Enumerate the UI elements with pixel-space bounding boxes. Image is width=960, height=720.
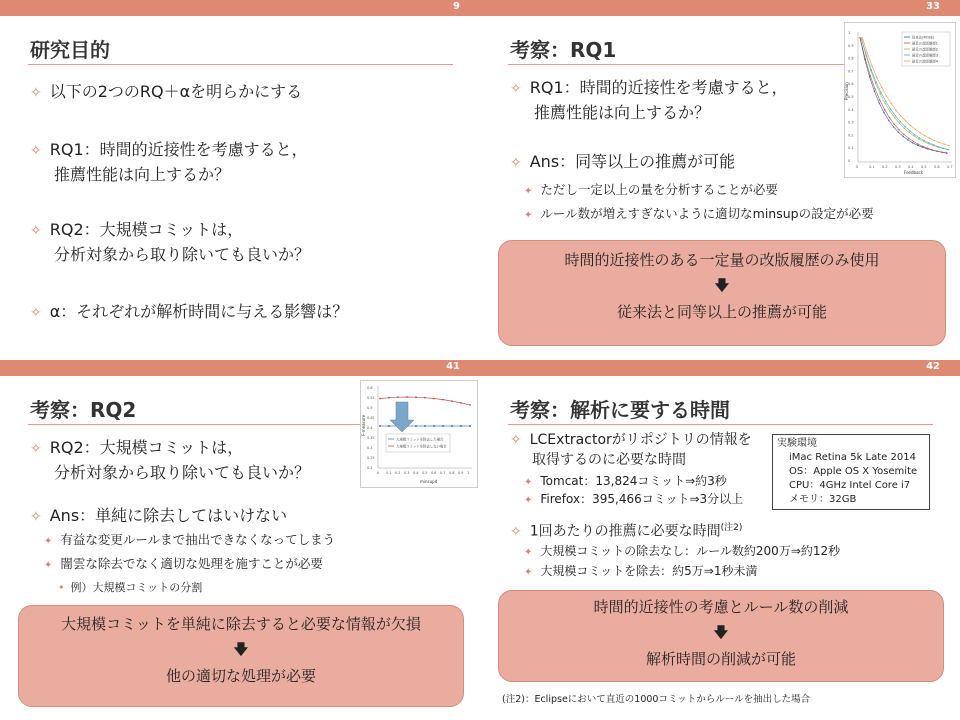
- sub-bullet-icon: ✦: [524, 477, 533, 488]
- bullet: ✧ 以下の2つのRQ＋αを明らかにする: [30, 82, 303, 101]
- sub-bullet: ✦ 大規模コミットの除去なし：ルール数約200万⇒約12秒: [524, 544, 841, 558]
- bullet: ✧ Ans：単純に除去してはいけない: [30, 506, 288, 525]
- sub-bullet: ✦ 有益な変更ルールまで抽出できなくなってしまう: [44, 532, 336, 547]
- sub-bullet-icon: ✦: [524, 567, 533, 578]
- y-tick-label: 0.55: [367, 396, 375, 400]
- sub-bullet: ✦ 闇雲な除去でなく適切な処理を施すことが必要: [44, 556, 323, 571]
- x-tick-label: 0.4: [413, 471, 419, 475]
- down-arrow-icon: 🡇: [233, 642, 249, 658]
- slide-header-bar: [0, 360, 480, 376]
- x-tick-label: 0.2: [395, 471, 401, 475]
- down-arrow-icon: 🡇: [714, 278, 730, 294]
- title-underline: [508, 424, 933, 425]
- page-number: 42: [926, 361, 940, 372]
- dot-bullet-icon: •: [58, 581, 65, 594]
- bullet: ✧ α：それぞれが解析時間に与える影響は？: [30, 302, 349, 321]
- x-tick-label: 0.5: [422, 471, 428, 475]
- legend-label: 従来法(ROSE): [912, 35, 935, 40]
- bullet: ✧ RQ2：大規模コミットは， 分析対象から取り除いても良いか？: [30, 438, 311, 482]
- bullet-icon: ✧: [30, 509, 42, 525]
- legend-label: 大規模コミットを除去しない場合: [396, 444, 447, 449]
- x-tick-label: 0.1: [386, 471, 392, 475]
- x-tick-label: 0.5: [921, 165, 927, 169]
- sub-bullet-icon: ✦: [524, 210, 533, 221]
- y-axis-label: Precision: [844, 82, 849, 100]
- slide-42: [480, 360, 960, 720]
- sub-bullet: ✦ Tomcat：13,824コミット⇒約3秒: [524, 474, 727, 488]
- x-tick-label: 0.1: [869, 165, 875, 169]
- x-tick-label: 1: [467, 471, 470, 475]
- y-tick-label: 1: [848, 31, 851, 35]
- slide-41: [0, 360, 480, 720]
- slide-33: [480, 0, 960, 360]
- y-tick-label: 0.7: [848, 69, 854, 74]
- down-arrow-icon: 🡇: [713, 625, 729, 641]
- y-tick-label: 0.6: [367, 386, 373, 390]
- legend-label: 大規模コミットを除去した場合: [396, 437, 444, 442]
- title-underline: [508, 64, 848, 65]
- slide-title: 考察：RQ2: [30, 398, 137, 422]
- x-tick-label: 0.9: [458, 471, 464, 475]
- x-tick-label: 0.6: [431, 471, 437, 475]
- y-tick-label: 0.3: [367, 446, 373, 450]
- sub-bullet: ✦ Firefox：395,466コミット⇒3分以上: [524, 492, 744, 506]
- legend-label: 最近の改版履歴1: [912, 41, 938, 46]
- title-underline: [28, 64, 453, 65]
- x-tick-label: 0.6: [934, 165, 940, 169]
- sub-bullet-icon: ✦: [524, 495, 533, 506]
- conclusion-box: 大規模コミットを単純に除去すると必要な情報が欠損 🡇 他の適切な処理が必要: [18, 605, 464, 707]
- y-tick-label: 0.6: [848, 82, 854, 87]
- x-tick-label: 0.7: [440, 471, 446, 475]
- y-tick-label: 0.35: [367, 436, 375, 440]
- x-tick-label: 0.3: [895, 165, 901, 169]
- sub-bullet: ✦ ただし一定以上の量を分析することが必要: [524, 182, 778, 197]
- y-tick-label: 0.3: [848, 120, 854, 125]
- bullet: ✧ 1回あたりの推薦に必要な時間$^{(注2)}$: [510, 523, 743, 540]
- y-tick-label: 0.5: [848, 95, 854, 99]
- slide-title: 考察：RQ1: [510, 38, 617, 62]
- legend-label: 最近の改版履歴2: [912, 47, 938, 52]
- y-axis-label: F-measure: [361, 414, 366, 436]
- x-tick-label: 0.4: [908, 165, 914, 169]
- sub-bullet-icon: ✦: [524, 186, 533, 197]
- bullet-icon: ✧: [510, 523, 522, 540]
- slide-9: [0, 0, 480, 360]
- bullet: ✧ RQ1：時間的近接性を考慮すると， 推薦性能は向上するか？: [30, 140, 308, 184]
- sub-bullet: ✦ ルール数が増えすぎないように適切なminsupの設定が必要: [524, 206, 874, 221]
- bullet-icon: ✧: [30, 85, 42, 101]
- slide-header-bar: [0, 0, 480, 16]
- bullet: ✧ RQ2：大規模コミットは， 分析対象から取り除いても良いか？: [30, 220, 311, 264]
- x-axis-label: Feedback: [904, 170, 924, 175]
- x-tick-label: 0.2: [882, 165, 888, 169]
- y-tick-label: 0.9: [848, 43, 854, 48]
- y-tick-label: 0.2: [848, 133, 854, 138]
- y-tick-label: 0.5: [367, 406, 373, 410]
- slide-title: 研究目的: [30, 38, 110, 62]
- y-tick-label: 0: [848, 159, 851, 163]
- bullet-icon: ✧: [510, 432, 522, 448]
- sub-bullet-icon: ✦: [524, 547, 533, 558]
- x-tick-label: 0: [377, 471, 380, 475]
- y-tick-label: 0.2: [367, 466, 373, 470]
- y-tick-label: 0.25: [367, 456, 375, 460]
- y-tick-label: 0.8: [848, 56, 854, 61]
- y-tick-label: 0.45: [367, 416, 375, 420]
- x-tick-label: 0.8: [449, 471, 455, 475]
- experiment-environment-box: 実験環境 iMac Retina 5k Late 2014 OS：Apple OS X Yosemite CPU：4GHz Intel Core i7 メモリ：32GB: [772, 434, 930, 510]
- slide-title: 考察：解析に要する時間: [510, 398, 730, 422]
- y-tick-label: 0.1: [848, 146, 854, 151]
- bullet-icon: ✧: [30, 305, 42, 321]
- title-underline: [28, 424, 363, 425]
- fmeasure-minsupd-chart: [360, 380, 478, 488]
- bullet-icon: ✧: [510, 81, 522, 97]
- page-number: 9: [453, 1, 460, 12]
- x-tick-label: 0.3: [404, 471, 410, 475]
- page-number: 33: [926, 1, 940, 12]
- y-tick-label: 0.4: [367, 426, 373, 430]
- bullet-icon: ✧: [30, 143, 42, 159]
- slide-header-bar: [480, 360, 960, 376]
- legend-label: 最近の改版履歴3: [912, 53, 938, 58]
- conclusion-box: 時間的近接性のある一定量の改版履歴のみ使用 🡇 従来法と同等以上の推薦が可能: [498, 240, 946, 346]
- x-tick-label: 0: [856, 165, 859, 169]
- footnote: (注2)：Eclipseにおいて直近の1000コミットからルールを抽出した場合: [502, 694, 811, 705]
- conclusion-box: 時間的近接性の考慮とルール数の削減 🡇 解析時間の削減が可能: [498, 590, 944, 682]
- sub-bullet-icon: ✦: [44, 536, 53, 547]
- x-axis-label: minsupd: [420, 479, 438, 484]
- bullet-icon: ✧: [30, 223, 42, 239]
- bullet-icon: ✧: [30, 441, 42, 457]
- bullet-icon: ✧: [510, 155, 522, 171]
- legend-label: 最近の改版履歴4: [912, 59, 938, 64]
- bullet: ✧ RQ1：時間的近接性を考慮すると， 推薦性能は向上するか？: [510, 78, 788, 122]
- sub-bullet: ✦ 大規模コミットを除去：約5万⇒1秒未満: [524, 564, 758, 578]
- bullet: ✧ Ans：同等以上の推薦が可能: [510, 152, 736, 171]
- page-number: 41: [446, 361, 460, 372]
- sub-sub-bullet: • 例）大規模コミットの分割: [58, 581, 203, 594]
- bullet: ✧ LCExtractorがリポジトリの情報を 取得するのに必要な時間: [510, 432, 752, 468]
- y-tick-label: 0.4: [848, 107, 854, 112]
- x-tick-label: 0.7: [947, 165, 953, 169]
- sub-bullet-icon: ✦: [44, 560, 53, 571]
- precision-feedback-chart: [844, 22, 956, 178]
- slide-header-bar: [480, 0, 960, 16]
